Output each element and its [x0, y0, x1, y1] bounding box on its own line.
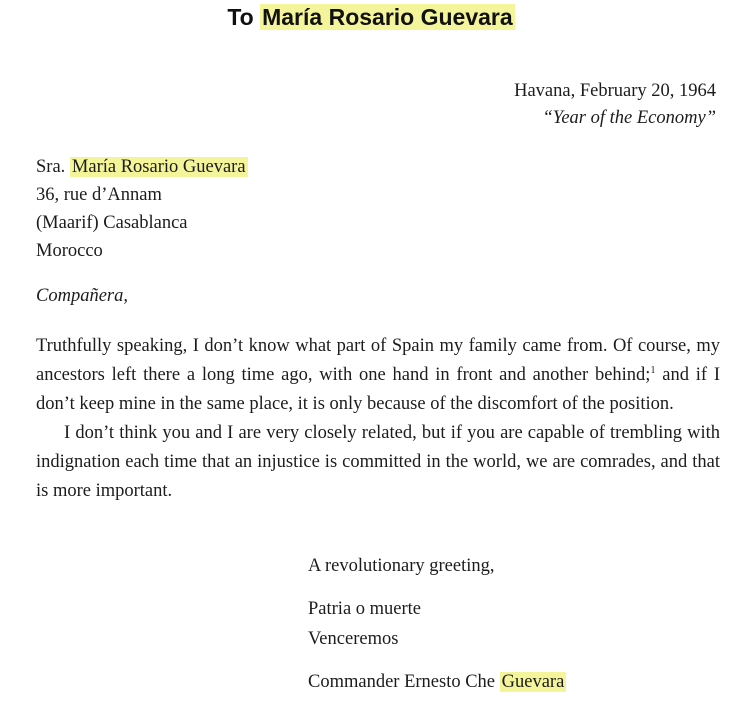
letter-closing — [308, 551, 566, 697]
paragraph-1-text-b: and if I don’t keep mine in the same place, it is only because of the discomfort of the position. — [36, 365, 720, 414]
address-recipient-name: María Rosario Guevara — [71, 157, 246, 177]
address-country: Morocco — [36, 241, 103, 261]
letter-body — [36, 332, 720, 506]
title-prefix: To — [227, 4, 254, 30]
page-title — [0, 4, 742, 31]
body-paragraph-1 — [36, 332, 720, 419]
footnote-marker: 1 — [650, 365, 656, 376]
body-paragraph-2: I don’t think you and I are very closely related, but if you are capable of trembling with indignation each time that an injustice is committed in the world, we are comrades, and that is more important. — [36, 423, 720, 501]
title-recipient-name: María Rosario Guevara — [262, 4, 513, 30]
signature-prefix: Commander Ernesto Che — [308, 672, 496, 692]
year-motto: “Year of the Economy” — [542, 108, 716, 128]
letter-greeting: Compañera, — [36, 286, 128, 306]
address-city: (Maarif) Casablanca — [36, 213, 188, 233]
signature-line — [308, 667, 566, 697]
address-street: 36, rue d’Annam — [36, 185, 162, 205]
recipient-address — [36, 153, 248, 265]
signature-surname: Guevara — [501, 672, 565, 692]
place-date: Havana, February 20, 1964 — [514, 81, 716, 101]
address-recipient-line — [36, 153, 248, 181]
closing-greeting: A revolutionary greeting, — [308, 556, 495, 576]
letter-dateline — [514, 78, 716, 132]
closing-motto-1: Patria o muerte — [308, 599, 422, 619]
address-salutation-prefix: Sra. — [36, 157, 66, 177]
paragraph-1-text-a: Truthfully speaking, I don’t know what part of Spain my family came from. Of course, my ancestors left there a long time ago, with one hand in front and another behind; — [36, 336, 720, 385]
closing-motto-2: Venceremos — [308, 629, 399, 649]
